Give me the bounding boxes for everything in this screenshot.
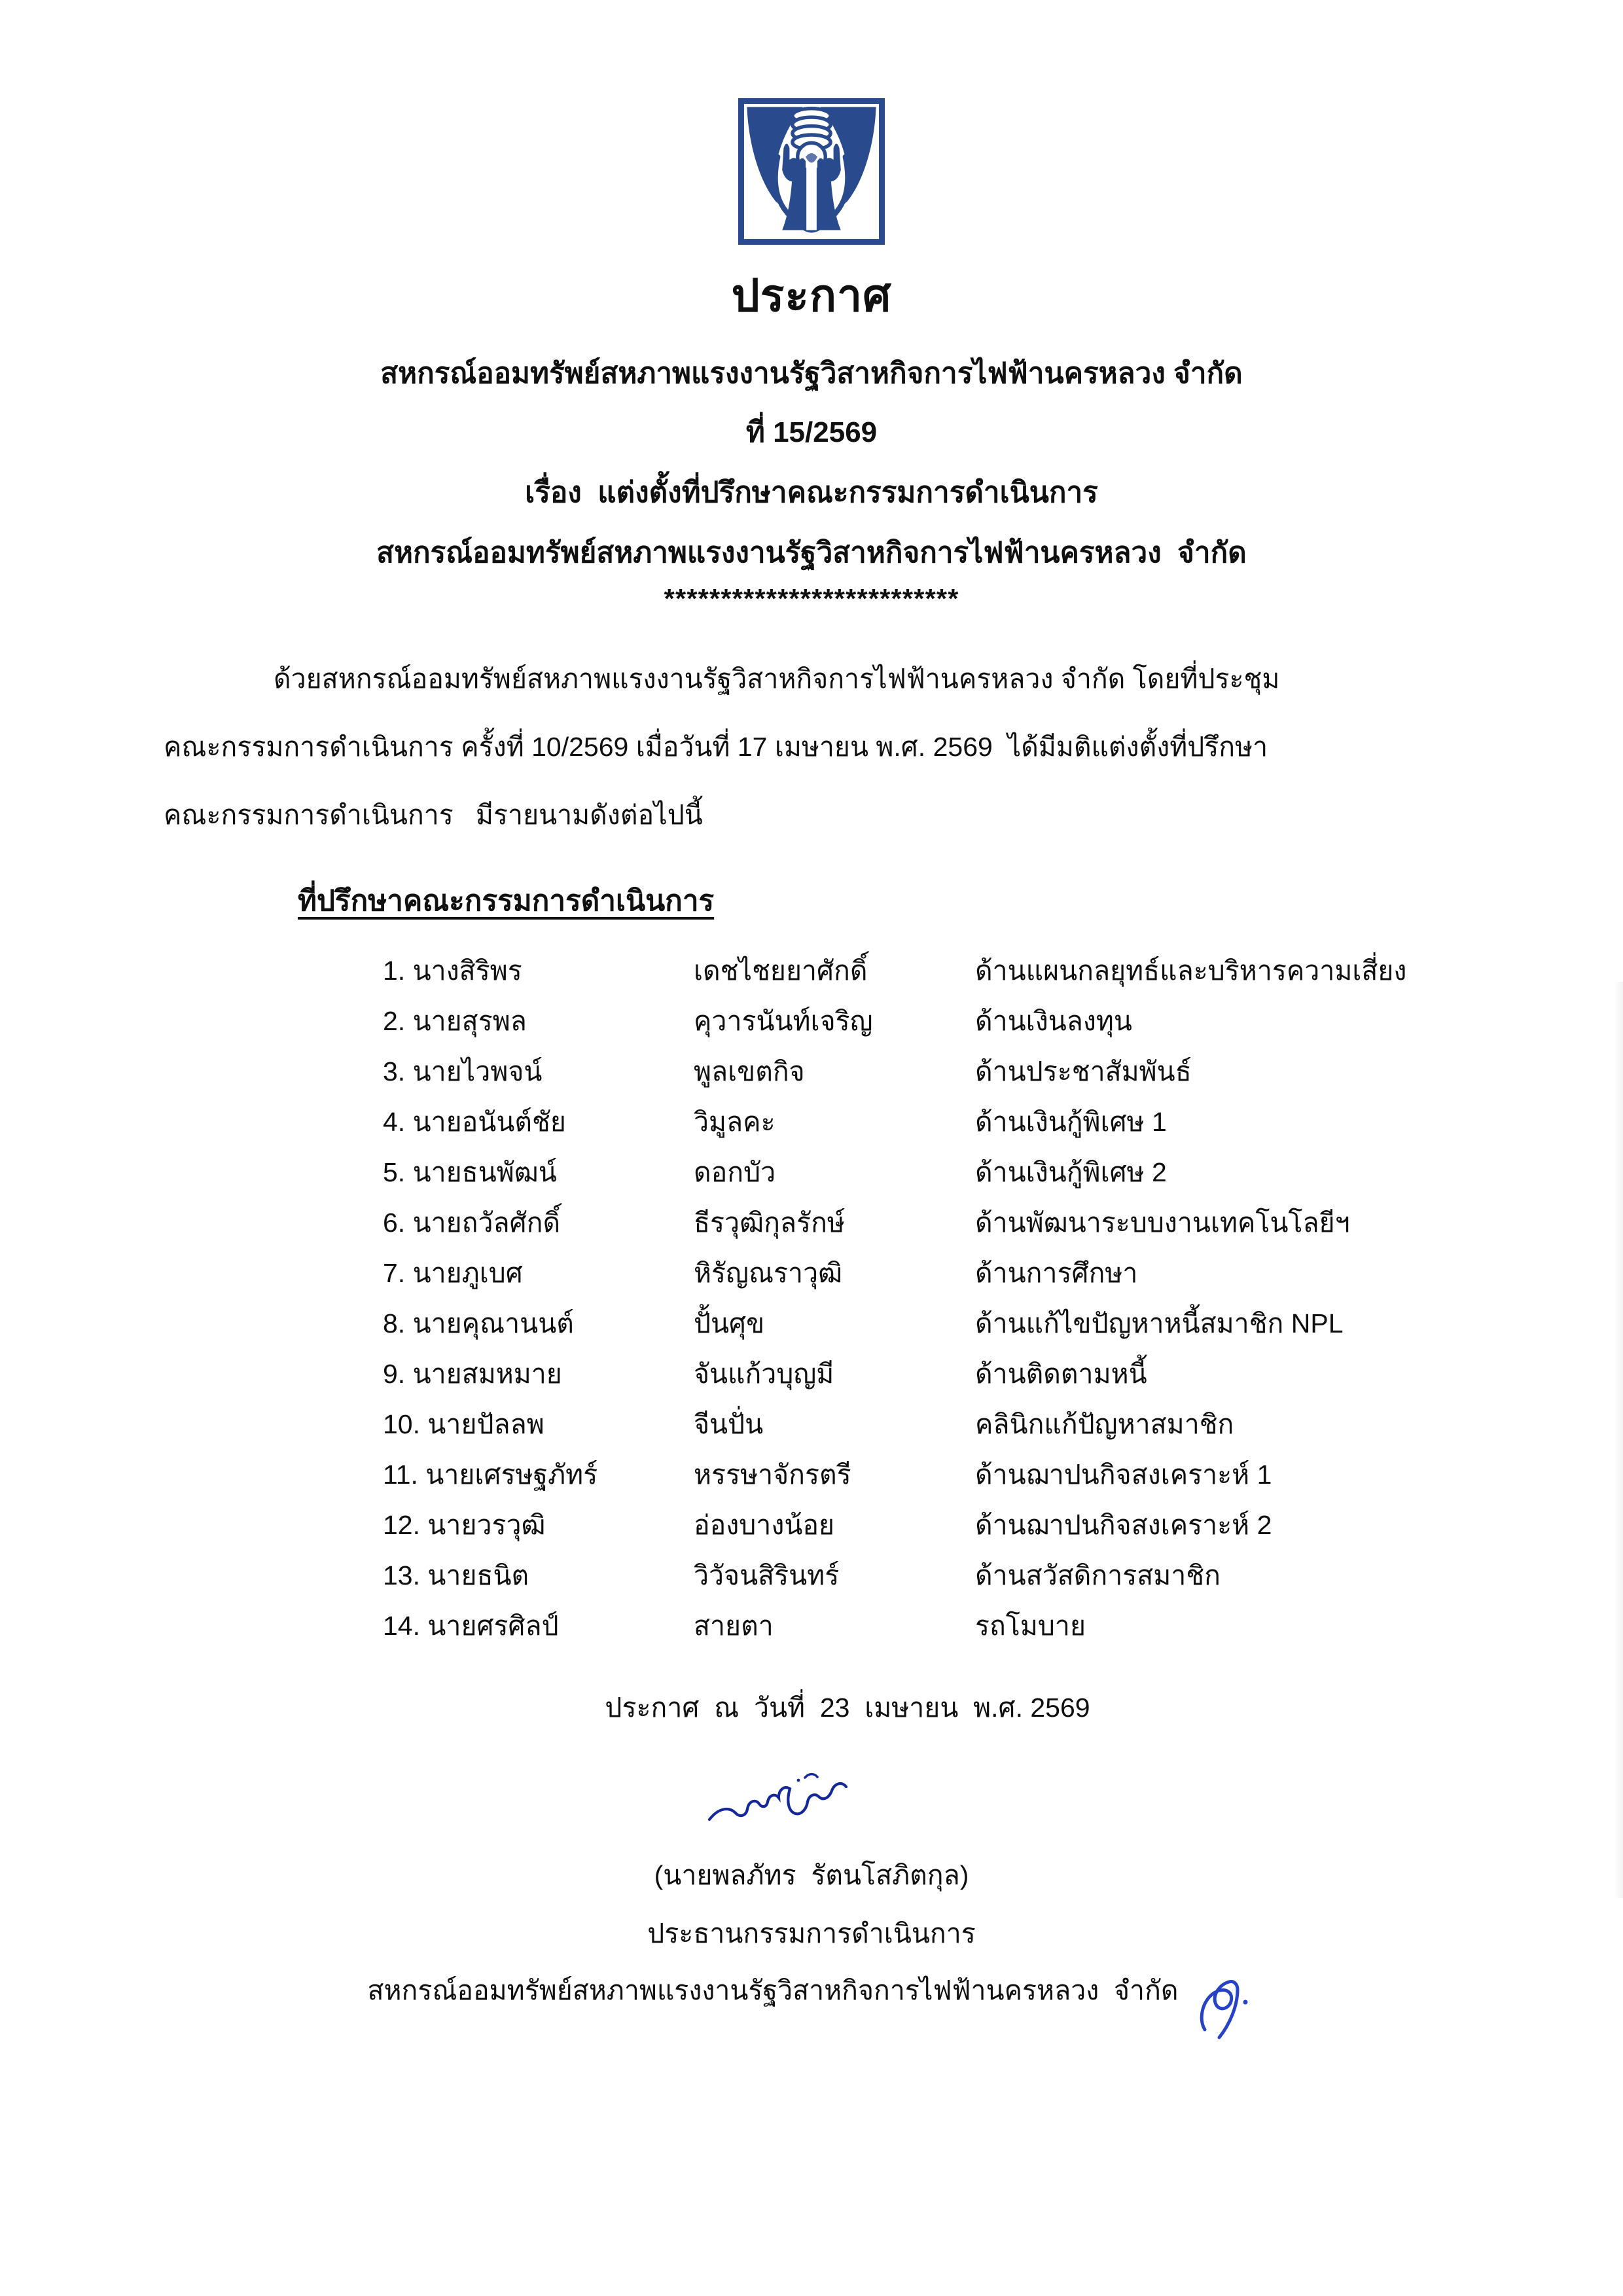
advisor-surname: วิมูลคะ — [694, 1107, 776, 1137]
advisor-first-name: นายอนันต์ชัย — [412, 1107, 566, 1137]
advisor-first-name: นายภูเบศ — [412, 1258, 523, 1288]
advisor-role: ด้านฌาปนกิจสงเคราะห์ 2 — [975, 1510, 1272, 1540]
advisor-number-and-name — [383, 950, 694, 992]
advisor-role: ด้านเงินกู้พิเศษ 1 — [975, 1107, 1167, 1137]
body-line-3: คณะกรรมการดำเนินการ มีรายนามดังต่อไปนี้ — [164, 800, 703, 830]
signer-name: (นายพลภัทร รัตนโสภิตกุล) — [654, 1860, 969, 1890]
advisor-first-name: นายสุรพล — [412, 1006, 527, 1036]
advisor-number: 6. — [383, 1208, 406, 1238]
advisor-first-name: นายคุณานนต์ — [412, 1308, 574, 1338]
advisor-number: 9. — [383, 1359, 406, 1389]
advisor-first-name: นายถวัลศักดิ์ — [412, 1208, 561, 1238]
logo-container — [0, 0, 1623, 248]
advisors-list — [383, 946, 1623, 1651]
org-name-line-1: สหกรณ์ออมทรัพย์สหภาพแรงงานรัฐวิสาหกิจการไฟฟ้านครหลวง จำกัด — [380, 357, 1243, 389]
advisor-role: ด้านสวัสดิการสมาชิก — [975, 1560, 1221, 1590]
asterisk-divider: ************************** — [664, 583, 959, 614]
advisor-number: 8. — [383, 1308, 406, 1338]
advisor-row — [383, 1450, 1623, 1500]
org-name-line-2: สหกรณ์ออมทรัพย์สหภาพแรงงานรัฐวิสาหกิจการไฟฟ้านครหลวง จำกัด — [376, 537, 1247, 569]
advisor-number-and-name — [383, 1252, 694, 1295]
advisor-surname: ปั้นศุข — [694, 1308, 765, 1338]
advisor-number-and-name — [383, 1504, 694, 1547]
advisor-number: 4. — [383, 1107, 406, 1137]
advisor-row — [383, 1147, 1623, 1198]
advisor-number: 2. — [383, 1006, 406, 1036]
advisor-surname: พูลเขตกิจ — [694, 1056, 805, 1086]
advisor-role: ด้านเงินกู้พิเศษ 2 — [975, 1157, 1167, 1187]
advisor-first-name: นายไวพจน์ — [412, 1056, 543, 1086]
advisor-number: 5. — [383, 1157, 406, 1187]
advisor-role: ด้านการศึกษา — [975, 1258, 1138, 1288]
advisor-number: 1. — [383, 956, 406, 986]
advisor-row — [383, 1097, 1623, 1147]
advisor-first-name: นายเศรษฐภัทร์ — [425, 1460, 598, 1490]
advisor-number: 12. — [383, 1510, 420, 1540]
advisor-role: ด้านติดตามหนี้ — [975, 1359, 1147, 1389]
advisor-first-name: นายศรศิลป์ — [427, 1611, 559, 1641]
advisor-row — [383, 1399, 1623, 1450]
signature-handwriting-icon — [700, 1768, 877, 1840]
body-line-2: คณะกรรมการดำเนินการ ครั้งที่ 10/2569 เมื่อวันที่ 17 เมษายน พ.ศ. 2569 ได้มีมติแต่งตั้งที่ปรึกษา — [164, 732, 1268, 762]
advisor-surname: วิวัจนสิรินทร์ — [694, 1560, 840, 1590]
advisor-number-and-name — [383, 1202, 694, 1244]
advisor-surname: หิรัญณราวุฒิ — [694, 1258, 843, 1288]
advisor-number: 11. — [383, 1460, 418, 1490]
subject-line: เรื่อง แต่งตั้งที่ปรึกษาคณะกรรมการดำเนินการ — [525, 476, 1098, 509]
advisor-number-and-name — [383, 1101, 694, 1143]
advisor-number: 7. — [383, 1258, 406, 1288]
advisor-row — [383, 1601, 1623, 1651]
advisor-surname: ดอกบัว — [694, 1157, 776, 1187]
advisor-number-and-name — [383, 1353, 694, 1395]
advisor-row — [383, 1349, 1623, 1399]
advisor-row — [383, 1047, 1623, 1097]
signer-org-line-wrap — [0, 1969, 1623, 2043]
signer-title: ประธานกรรมการดำเนินการ — [647, 1918, 976, 1948]
advisor-role: ด้านแผนกลยุทธ์และบริหารความเสี่ยง — [975, 956, 1407, 986]
advisor-row — [383, 1248, 1623, 1299]
advisor-row — [383, 1551, 1623, 1601]
advisor-first-name: นายสมหมาย — [412, 1359, 562, 1389]
advisor-number: 14. — [383, 1611, 420, 1641]
signature-block — [0, 1768, 1623, 2043]
section-heading-wrap — [0, 849, 1623, 924]
document-title: ประกาศ — [731, 271, 892, 321]
advisor-number-and-name — [383, 1151, 694, 1194]
advisor-surname: ธีรวุฒิกุลรักษ์ — [694, 1208, 845, 1238]
advisor-number-and-name — [383, 1000, 694, 1043]
advisor-role: ด้านแก้ไขปัญหาหนี้สมาชิก NPL — [975, 1308, 1344, 1338]
advisor-role: ด้านเงินลงทุน — [975, 1006, 1132, 1036]
advisor-row — [383, 946, 1623, 996]
advisor-number-and-name — [383, 1403, 694, 1446]
advisor-number-and-name — [383, 1554, 694, 1597]
advisor-number-and-name — [383, 1302, 694, 1345]
advisor-first-name: นายธนพัฒน์ — [412, 1157, 557, 1187]
advisor-surname: จันแก้วบุญมี — [694, 1359, 834, 1389]
advisor-role: ด้านฌาปนกิจสงเคราะห์ 1 — [975, 1460, 1272, 1490]
body-line-1: ด้วยสหกรณ์ออมทรัพย์สหภาพแรงงานรัฐวิสาหกิจการไฟฟ้านครหลวง จำกัด โดยที่ประชุม — [274, 664, 1280, 694]
advisors-section-heading: ที่ปรึกษาคณะกรรมการดำเนินการ — [298, 885, 715, 917]
advisor-surname: เดชไชยยาศักดิ์ — [694, 956, 868, 986]
advisor-surname: จีนปั่น — [694, 1409, 764, 1439]
advisor-number-and-name — [383, 1605, 694, 1647]
advisor-role: ด้านประชาสัมพันธ์ — [975, 1056, 1192, 1086]
advisor-surname: หรรษาจักรตรี — [694, 1460, 851, 1490]
advisor-role: ด้านพัฒนาระบบงานเทคโนโลยีฯ — [975, 1208, 1350, 1238]
advisor-number: 10. — [383, 1409, 420, 1439]
advisor-row — [383, 1299, 1623, 1349]
advisor-first-name: นายปัลลพ — [427, 1409, 544, 1439]
advisor-number: 13. — [383, 1560, 420, 1590]
body-paragraph — [164, 645, 1459, 849]
advisor-surname: คุวารนันท์เจริญ — [694, 1006, 873, 1036]
signer-org-line: สหกรณ์ออมทรัพย์สหภาพแรงงานรัฐวิสาหกิจการไฟฟ้านครหลวง จำกัด — [367, 1975, 1179, 2005]
advisor-surname: อ่องบางน้อย — [694, 1510, 835, 1540]
document-number: ที่ 15/2569 — [745, 416, 878, 448]
advisor-number-and-name — [383, 1050, 694, 1093]
announcement-date-line: ประกาศ ณ วันที่ 23 เมษายน พ.ศ. 2569 — [605, 1693, 1090, 1723]
advisor-role: คลินิกแก้ปัญหาสมาชิก — [975, 1409, 1234, 1439]
advisor-first-name: นางสิริพร — [412, 956, 522, 986]
advisor-role: รถโมบาย — [975, 1611, 1086, 1641]
advisor-number: 3. — [383, 1056, 406, 1086]
cooperative-hands-coins-logo-icon — [736, 98, 887, 245]
advisor-row — [383, 1500, 1623, 1551]
advisor-row — [383, 996, 1623, 1047]
advisor-row — [383, 1198, 1623, 1248]
advisor-first-name: นายธนิต — [427, 1560, 529, 1590]
advisor-number-and-name — [383, 1454, 694, 1496]
paraph-initial-icon — [1190, 1964, 1256, 2043]
advisor-first-name: นายวรวุฒิ — [427, 1510, 546, 1540]
advisor-surname: สายตา — [694, 1611, 774, 1641]
